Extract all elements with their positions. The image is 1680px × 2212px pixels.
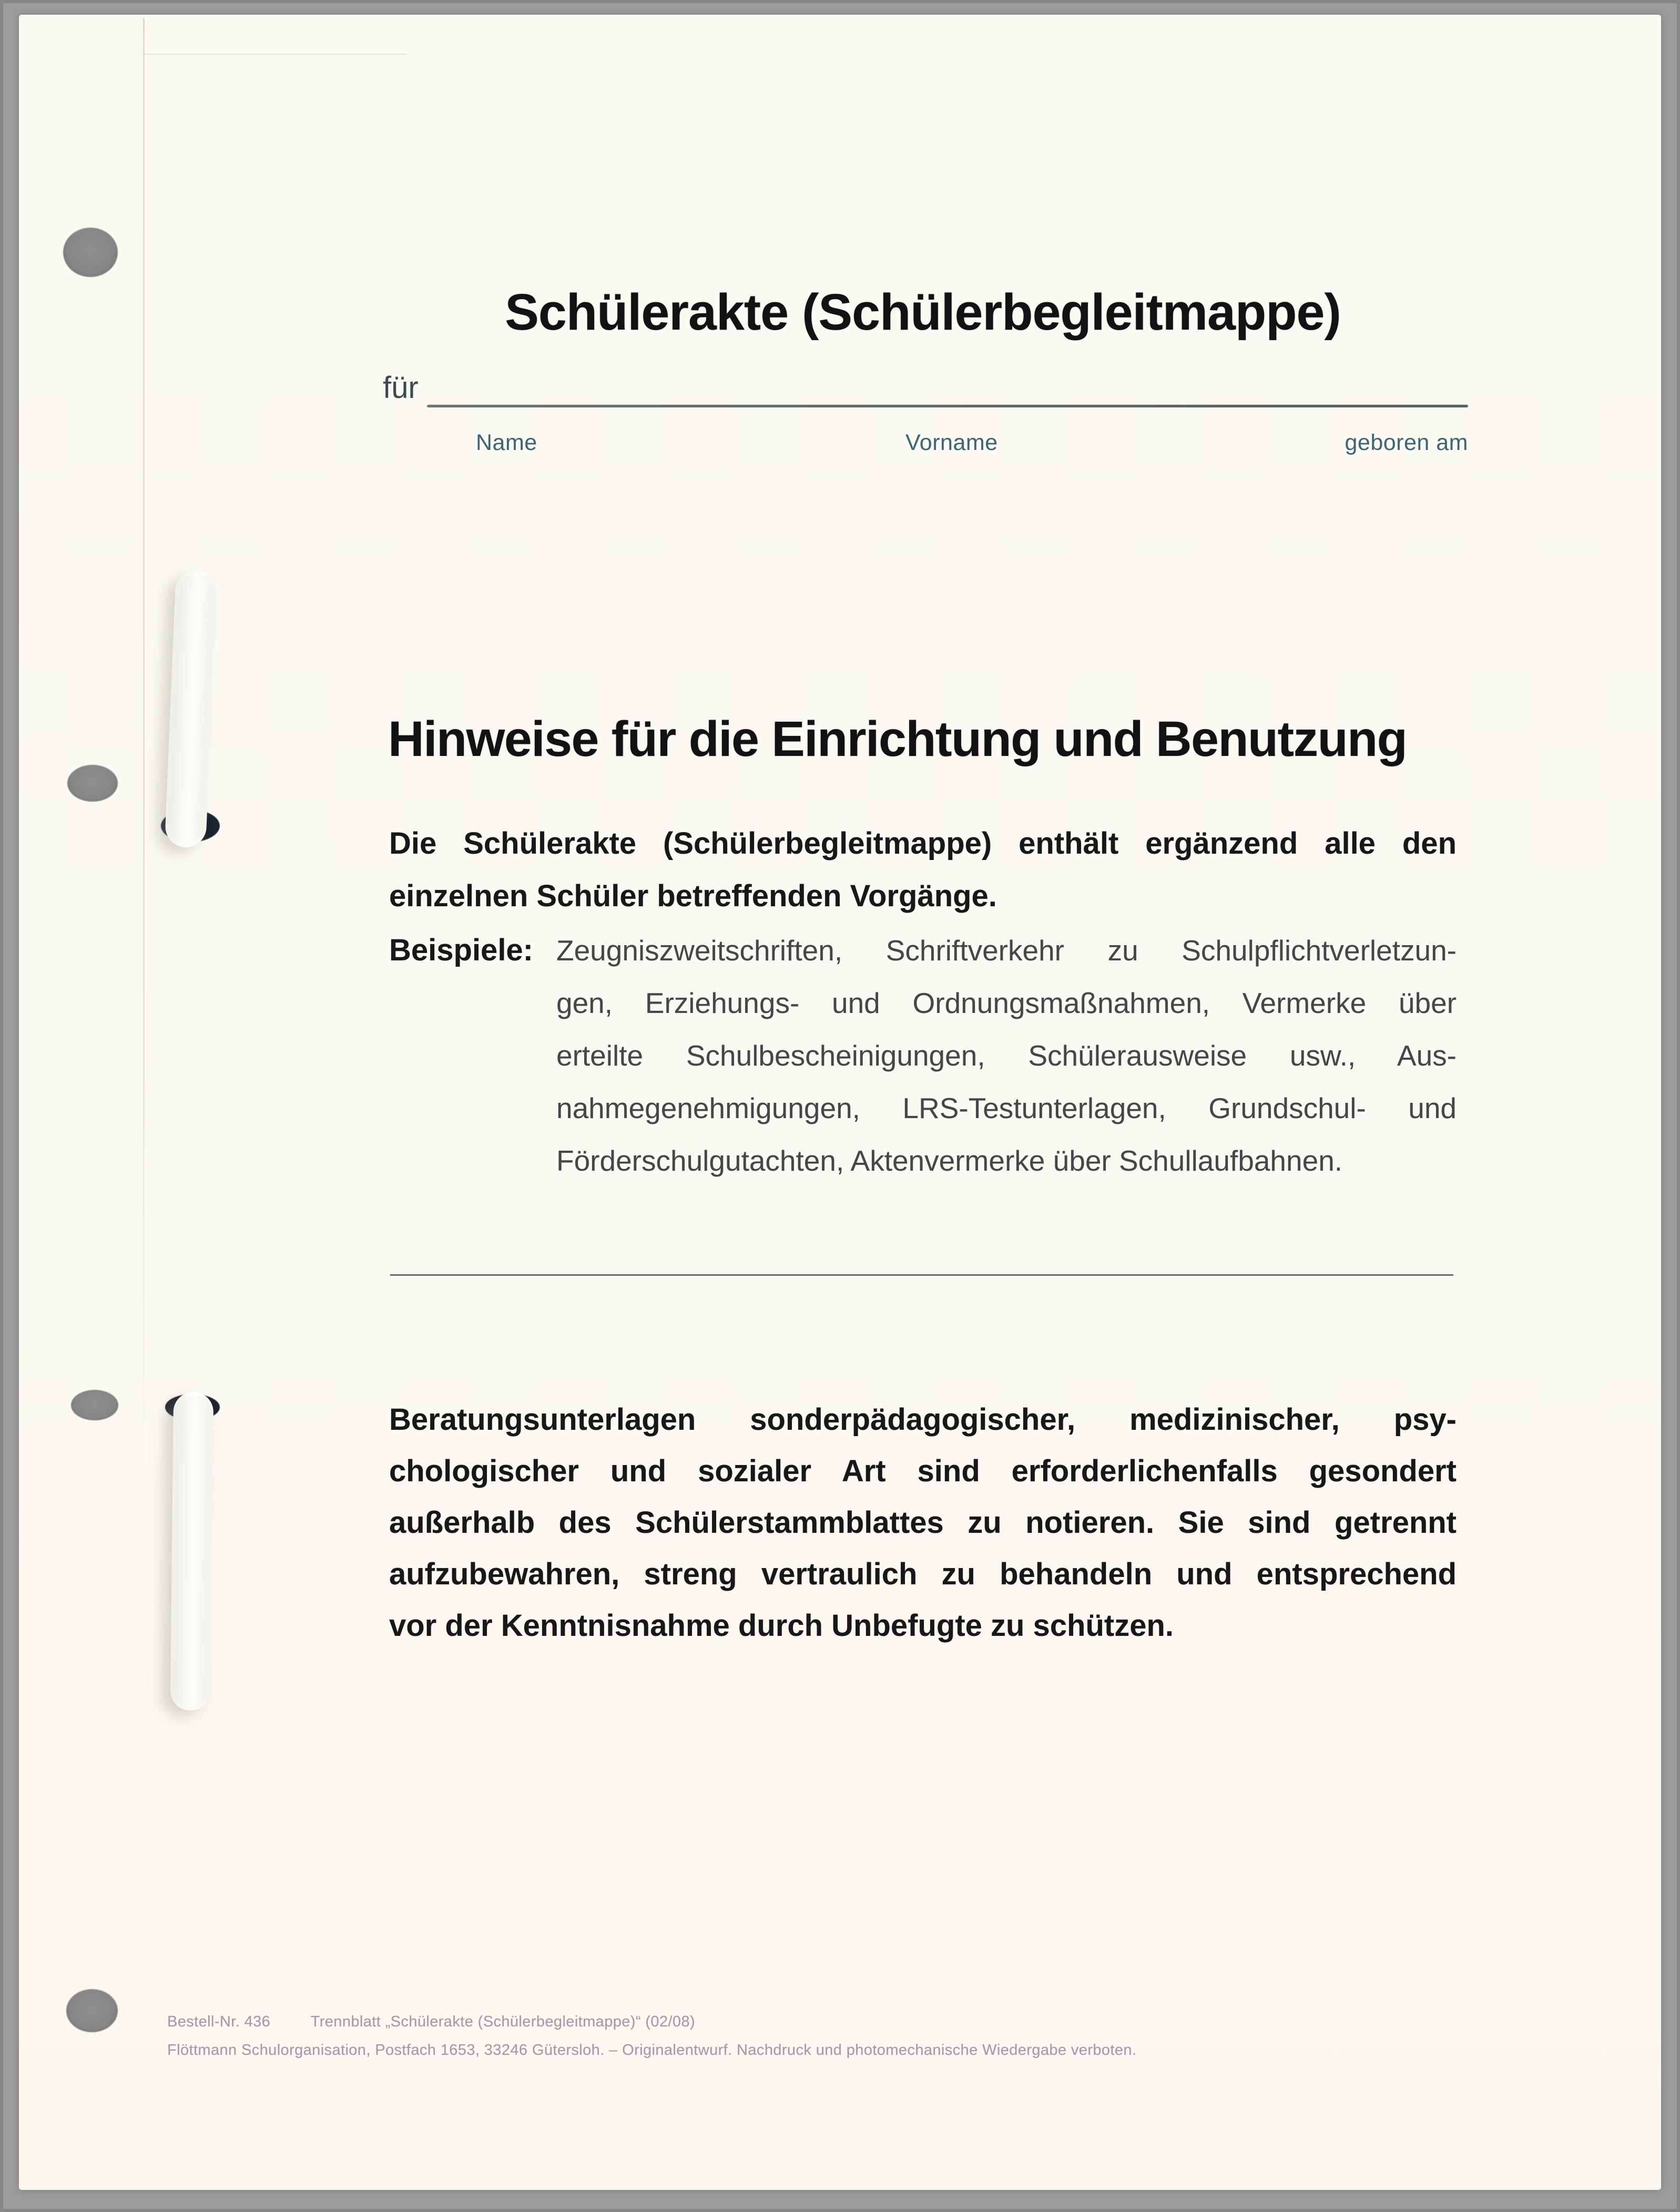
page-crease-line — [143, 18, 145, 1500]
intro-paragraph-line: einzelnen Schüler betreffenden Vorgänge. — [389, 879, 997, 913]
punch-hole — [67, 765, 118, 802]
field-label-geboren-am: geboren am — [1345, 430, 1468, 455]
footer-publisher-line: Flöttmann Schulorganisation, Postfach 1653, 33246 Gütersloh. – Originalentwurf. Nachdruck und photomechanische Wiedergabe verboten. — [167, 2042, 1137, 2059]
footer-imprint-line — [167, 2013, 695, 2031]
examples-line: erteilte Schulbescheinigungen, Schülerausweise usw., Aus- — [556, 1039, 1457, 1072]
examples-line: nahmegenehmigungen, LRS-Testunterlagen, Grundschul- und — [556, 1092, 1457, 1124]
section-divider-rule — [390, 1274, 1453, 1276]
punch-hole — [66, 1989, 118, 2032]
punch-hole — [63, 228, 118, 277]
examples-label: Beispiele: — [389, 933, 533, 967]
footer-product-name: Trennblatt „Schülerakte (Schülerbegleitmappe)“ (02/08) — [310, 2013, 696, 2030]
examples-line: Zeugniszweitschriften, Schriftverkehr zu Schulpflichtverletzun- — [556, 934, 1457, 967]
under-sheet-edge — [144, 54, 407, 55]
confidentiality-paragraph-line: chologischer und sozialer Art sind erforderlichenfalls gesondert — [389, 1454, 1457, 1488]
examples-line: gen, Erziehungs- und Ordnungsmaßnahmen, Vermerke über — [556, 987, 1457, 1019]
fastener-strip — [170, 1392, 213, 1711]
confidentiality-paragraph-line: aufzubewahren, streng vertraulich zu behandeln und entsprechend — [389, 1557, 1457, 1591]
footer-order-number: Bestell-Nr. 436 — [167, 2013, 271, 2030]
section-heading: Hinweise für die Einrichtung und Benutzung — [388, 711, 1407, 767]
name-fill-in-line — [427, 405, 1468, 407]
document-title: Schülerakte (Schülerbegleitmappe) — [505, 283, 1341, 341]
confidentiality-paragraph-line: vor der Kenntnisnahme durch Unbefugte zu schützen. — [389, 1609, 1174, 1643]
confidentiality-paragraph-line: außerhalb des Schülerstammblattes zu notieren. Sie sind getrennt — [389, 1506, 1457, 1540]
for-label: für — [383, 371, 419, 405]
intro-paragraph-line: Die Schülerakte (Schülerbegleitmappe) enthält ergänzend alle den — [389, 826, 1457, 861]
field-label-name: Name — [476, 430, 537, 455]
confidentiality-paragraph-line: Beratungsunterlagen sonderpädagogischer, medizinischer, psy- — [389, 1402, 1457, 1437]
field-label-vorname: Vorname — [905, 430, 998, 455]
examples-line: Förderschulgutachten, Aktenvermerke über Schullaufbahnen. — [556, 1144, 1343, 1177]
punch-hole — [71, 1390, 118, 1420]
